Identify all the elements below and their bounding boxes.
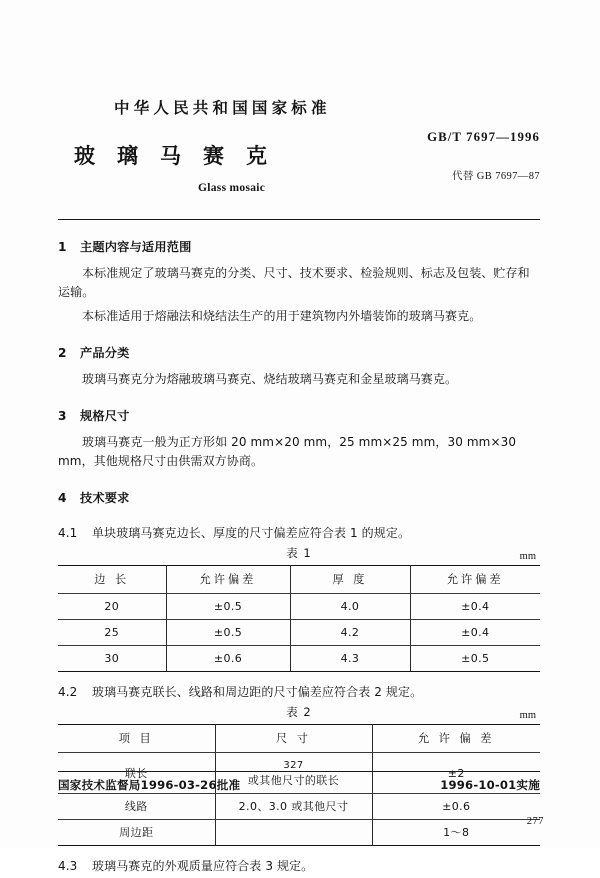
table-2-cell-item: 线路 xyxy=(58,794,215,820)
clause-3-paragraph-1: 玻璃马赛克一般为正方形如 20 mm×20 mm，25 mm×25 mm，30 mm×30 mm，其他规格尺寸由供需双方协商。 xyxy=(58,435,517,468)
clause-2-title: 产品分类 xyxy=(80,346,130,360)
table-1-cell: 30 xyxy=(58,646,166,672)
table-1-cell: ±0.5 xyxy=(166,594,290,620)
clause-1-title: 主题内容与适用范围 xyxy=(80,240,192,254)
table-2-cell-tolerance: 1～8 xyxy=(372,820,540,846)
table-1-header-cell: 允许偏差 xyxy=(410,566,540,594)
page-title: 玻璃马赛克 xyxy=(74,144,289,168)
clause-4-2-line xyxy=(58,683,540,700)
table-header-row xyxy=(58,566,540,594)
table-2-cell-item: 联长 xyxy=(58,753,215,794)
clause-1-paragraph-2: 本标准适用于熔融法和烧结法生产的用于建筑物内外墙装饰的玻璃马赛克。 xyxy=(82,309,482,323)
table-2-caption: 表 2 xyxy=(286,705,312,719)
table-2-cell-tolerance: ±2 xyxy=(372,753,540,794)
clause-4-3-text: 玻璃马赛克的外观质量应符合表 3 规定。 xyxy=(92,859,314,873)
clause-2-heading xyxy=(58,344,540,361)
page-footer xyxy=(58,777,540,797)
clause-2-paragraph-1: 玻璃马赛克分为熔融玻璃马赛克、烧结玻璃马赛克和金星玻璃马赛克。 xyxy=(82,372,458,386)
clause-4-3-number: 4.3 xyxy=(58,859,78,873)
clause-4-1-line xyxy=(58,524,540,541)
masthead xyxy=(58,96,540,204)
clause-1-paragraph-1: 本标准规定了玻璃马赛克的分类、尺寸、技术要求、检验规则、标志及包装、贮存和运输。 xyxy=(58,266,530,299)
table-row xyxy=(58,620,540,646)
clause-4-heading xyxy=(58,489,540,506)
table-2-header-cell: 项 目 xyxy=(58,725,215,753)
table-2-size-bottom: 或其他尺寸的联长 xyxy=(247,774,340,787)
table-row xyxy=(58,794,540,820)
table-2-cell-size: 2.0、3.0 或其他尺寸 xyxy=(215,794,372,820)
clause-4-title: 技术要求 xyxy=(80,491,130,505)
clause-4-2-number: 4.2 xyxy=(58,685,78,699)
table-2-cell-item: 周边距 xyxy=(58,820,215,846)
table-1-cell: ±0.4 xyxy=(410,620,540,646)
clause-3-title: 规格尺寸 xyxy=(80,409,130,423)
table-2-cell-tolerance: ±0.6 xyxy=(372,794,540,820)
implementation-text: 1996-10-01实施 xyxy=(440,778,540,792)
footer-divider xyxy=(58,771,540,772)
table-1-cell: 4.3 xyxy=(290,646,410,672)
standard-number: GB/T 7697—1996 xyxy=(427,130,540,144)
table-1-cell: ±0.6 xyxy=(166,646,290,672)
clause-4-2-text: 玻璃马赛克联长、线路和周边距的尺寸偏差应符合表 2 规定。 xyxy=(92,685,423,699)
table-row xyxy=(58,594,540,620)
header-divider xyxy=(58,219,540,220)
table-header-row xyxy=(58,725,540,753)
table-1-cell: ±0.4 xyxy=(410,594,540,620)
table-2-header-cell: 尺 寸 xyxy=(215,725,372,753)
table-2-size-top: 327 xyxy=(283,760,304,771)
table-1-cell: 4.2 xyxy=(290,620,410,646)
table-1-header-cell: 厚 度 xyxy=(290,566,410,594)
table-2-unit: mm xyxy=(519,710,536,721)
table-1-cell: ±0.5 xyxy=(410,646,540,672)
clause-3-heading xyxy=(58,407,540,424)
clause-4-1-text: 单块玻璃马赛克边长、厚度的尺寸偏差应符合表 1 的规定。 xyxy=(92,526,411,540)
table-row xyxy=(58,646,540,672)
clause-1-heading xyxy=(58,238,540,255)
clause-4-number: 4 xyxy=(58,491,67,505)
replaces-note: 代替 GB 7697—87 xyxy=(451,171,540,182)
table-1-cell: ±0.5 xyxy=(166,620,290,646)
table-1-header-cell: 边 长 xyxy=(58,566,166,594)
table-1-header-cell: 允许偏差 xyxy=(166,566,290,594)
national-standard-line: 中华人民共和国国家标准 xyxy=(114,99,331,117)
table-1-caption: 表 1 xyxy=(286,546,312,560)
clause-2-number: 2 xyxy=(58,346,67,360)
clause-4-1-number: 4.1 xyxy=(58,526,78,540)
approval-text: 国家技术监督局1996-03-26批准 xyxy=(58,778,241,792)
table-1-cell: 20 xyxy=(58,594,166,620)
table-1-cell: 4.0 xyxy=(290,594,410,620)
clause-3-number: 3 xyxy=(58,409,67,423)
table-1-unit: mm xyxy=(519,551,536,562)
table-2-header-cell: 允 许 偏 差 xyxy=(372,725,540,753)
table-2-cell-size xyxy=(215,820,372,846)
clause-1-number: 1 xyxy=(58,240,67,254)
english-title: Glass mosaic xyxy=(198,182,266,194)
clause-4-3-line xyxy=(58,857,540,874)
page-number: 277 xyxy=(526,816,544,827)
table-1 xyxy=(58,565,540,672)
table-row xyxy=(58,820,540,846)
table-1-cell: 25 xyxy=(58,620,166,646)
